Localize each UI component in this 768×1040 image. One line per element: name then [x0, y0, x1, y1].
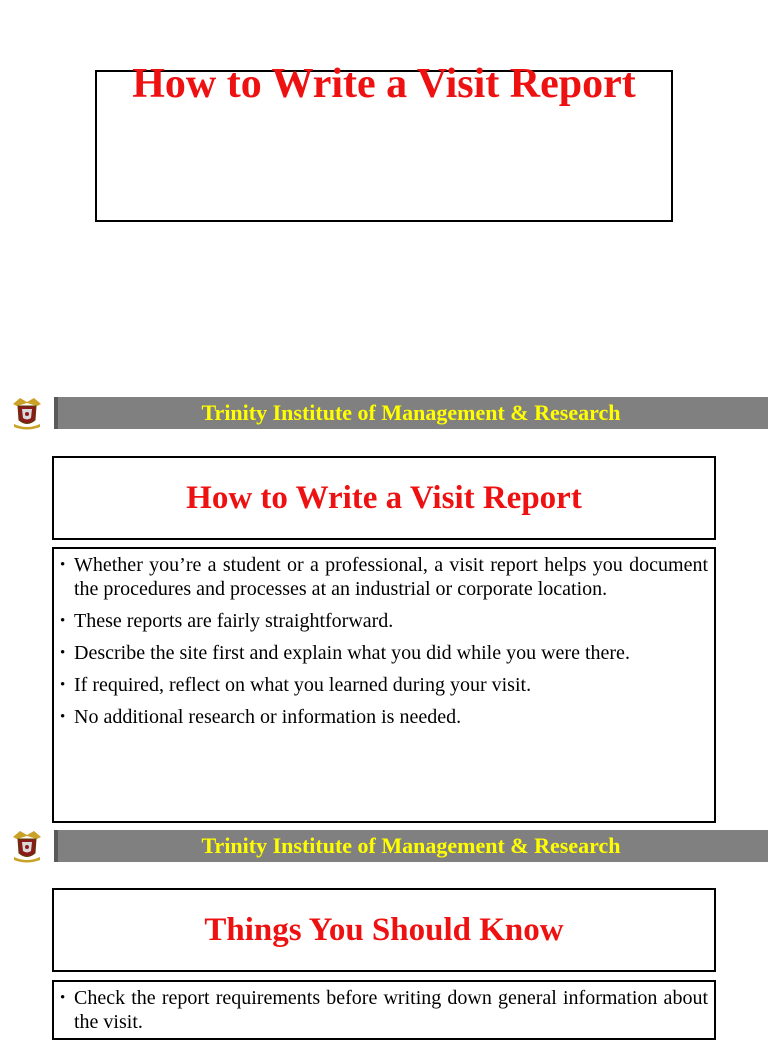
list-item — [60, 673, 708, 697]
crest-logo-icon — [10, 827, 44, 865]
slide-heading: Things You Should Know — [204, 911, 564, 948]
bullet-list — [60, 986, 708, 1034]
bullet-icon: • — [60, 613, 66, 629]
banner-text: Trinity Institute of Management & Research — [201, 400, 621, 425]
bullet-icon: • — [60, 709, 66, 725]
bullet-text: Check the report requirements before writing down general information about the visit. — [74, 987, 708, 1033]
crest-logo-icon — [10, 394, 44, 432]
bullet-text: Whether you’re a student or a professional, a visit report helps you document the procedures and processes at an industrial or corporate location. — [74, 554, 708, 600]
list-item — [60, 553, 708, 601]
banner-text: Trinity Institute of Management & Research — [201, 833, 621, 858]
slide-title: How to Write a Visit Report — [132, 61, 636, 107]
slide-heading: How to Write a Visit Report — [186, 479, 582, 516]
slide-heading-box — [52, 888, 716, 972]
list-item — [60, 705, 708, 729]
bullet-icon: • — [60, 677, 66, 693]
bullet-icon: • — [60, 645, 66, 661]
institute-banner — [0, 827, 768, 865]
list-item — [60, 641, 708, 665]
bullet-icon: • — [60, 990, 66, 1006]
bullet-text: Describe the site first and explain what you did while you were there. — [74, 642, 630, 664]
bullet-text: No additional research or information is needed. — [74, 706, 462, 728]
institute-banner — [0, 394, 768, 432]
bullet-list — [60, 553, 708, 729]
list-item — [60, 986, 708, 1034]
slide-heading-box — [52, 456, 716, 540]
bullet-text: If required, reflect on what you learned during your visit. — [74, 674, 532, 696]
list-item — [60, 609, 708, 633]
bullet-icon: • — [60, 557, 66, 573]
bullet-text: These reports are fairly straightforward. — [74, 610, 394, 632]
slide-content-box — [52, 980, 716, 1040]
slide-content-box — [52, 547, 716, 823]
